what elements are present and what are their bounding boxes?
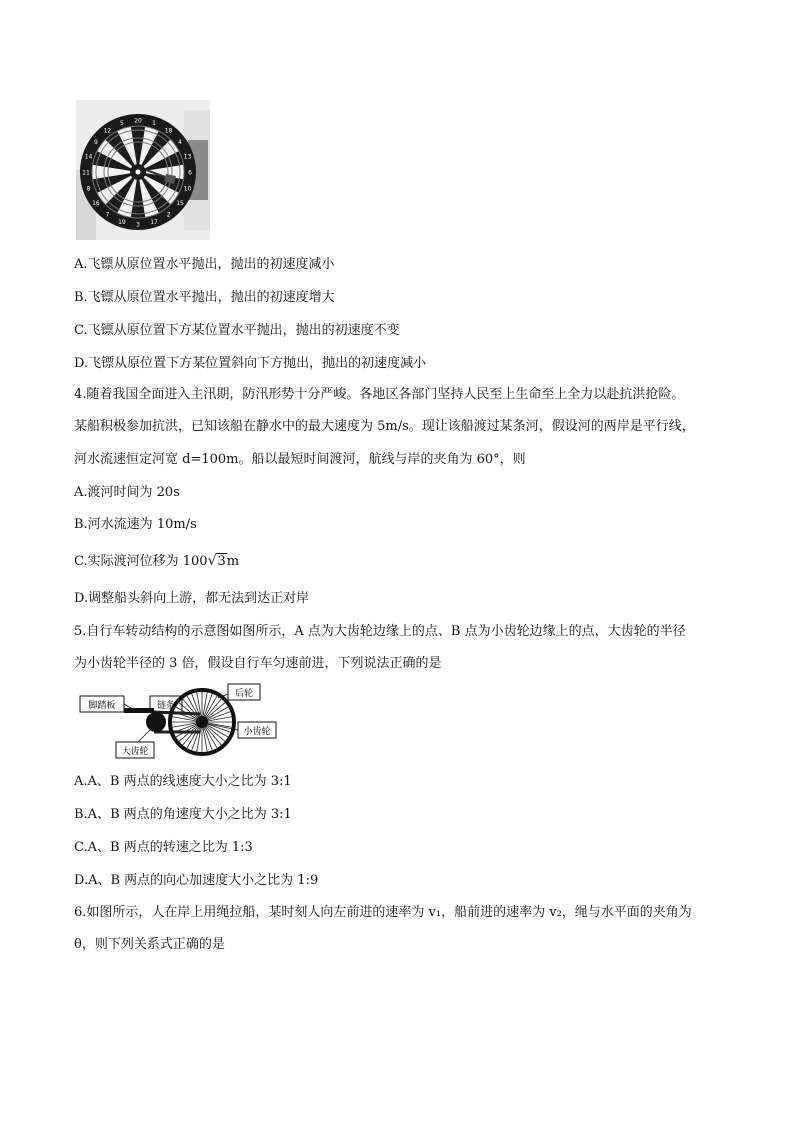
dartboard-figure [76,100,210,240]
q3-option-c: C.飞镖从原位置下方某位置水平抛出，抛出的初速度不变 [74,323,400,338]
q6-stem-line1: 6.如图所示，人在岸上用绳拉船，某时刻人向左前进的速率为 v₁，船前进的速率为 v₂，绳与水平面的夹角为 [74,905,692,920]
q5-option-d: D.A、B 两点的向心加速度大小之比为 1:9 [74,873,319,888]
big-gear [146,712,166,732]
dartboard-number: 4 [178,138,182,146]
dartboard-number: 6 [188,169,192,177]
q4-option-c-prefix: C.实际渡河位移为 100 [74,554,208,569]
dartboard-number: 8 [86,185,91,193]
dartboard-number: 7 [105,211,110,219]
dartboard-number: 16 [92,200,100,208]
dartboard-number: 20 [134,117,142,125]
dartboard-number: 13 [183,153,192,161]
q4-option-c-unit: m [226,554,240,569]
dartboard-number: 9 [94,138,98,146]
dartboard-number: 5 [120,120,124,128]
q3-option-b: B.飞镖从原位置水平抛出，抛出的初速度增大 [74,290,335,305]
bicycle-gear-figure [78,682,278,762]
dartboard-number: 18 [164,127,173,135]
q4-option-c [74,552,239,571]
q4-option-d: D.调整船头斜向上游，都无法到达正对岸 [74,591,310,606]
q4-stem-line2: 某船积极参加抗洪，已知该船在静水中的最大速度为 5m/s。现让该船渡过某条河，假设河的两岸是平行线， [74,419,695,434]
dartboard-number: 10 [183,185,192,193]
label-small-gear: 小齿轮 [243,727,271,737]
q5-option-b: B.A、B 两点的角速度大小之比为 3:1 [74,807,292,822]
pedal-crank [124,708,154,713]
label-big-gear: 大齿轮 [121,747,149,757]
dartboard-number: 3 [136,221,140,229]
dartboard-number: 19 [118,218,126,226]
label-pedal: 脚踏板 [88,701,116,711]
q4-stem-line3: 河水流速恒定河宽 d=100m。船以最短时间渡河，航线与岸的夹角为 60°，则 [74,452,526,467]
dartboard-number: 12 [103,127,112,135]
dartboard-number: 2 [166,211,171,219]
q3-option-a: A.飞镖从原位置水平抛出，抛出的初速度减小 [74,257,335,272]
small-gear [196,716,208,728]
q5-stem-line2: 为小齿轮半径的 3 倍，假设自行车匀速前进，下列说法正确的是 [74,656,442,671]
label-chain: 链条 [156,701,176,711]
dartboard-number: 11 [82,169,90,177]
dartboard-number: 14 [84,153,93,161]
bicycle-gear-diagram [78,682,278,762]
q4-option-b: B.河水流速为 10m/s [74,517,197,532]
q4-option-a: A.渡河时间为 20s [74,485,180,500]
q3-option-d: D.飞镖从原位置下方某位置斜向下方抛出，抛出的初速度减小 [74,356,427,371]
dartboard-image [76,100,210,240]
q5-option-a: A.A、B 两点的线速度大小之比为 3:1 [74,774,292,789]
dartboard-number: 1 [152,120,156,128]
sqrt-symbol: √3 [207,553,226,569]
label-rear-wheel: 后轮 [234,689,254,699]
dartboard-number: 15 [176,200,184,208]
dartboard-number: 17 [150,218,158,226]
q4-option-c-radicand: 3 [217,554,226,569]
q6-stem-line2: θ，则下列关系式正确的是 [74,937,225,952]
q5-option-c: C.A、B 两点的转速之比为 1:3 [74,840,253,855]
q5-stem-line1: 5.自行车转动结构的示意图如图所示，A 点为大齿轮边缘上的点、B 点为小齿轮边缘上的点，大齿轮的半径 [74,624,686,639]
q4-stem-line1: 4.随着我国全面进入主汛期，防汛形势十分严峻。各地区各部门坚持人民至上生命至上全力以赴抗洪抢险。 [74,387,685,402]
